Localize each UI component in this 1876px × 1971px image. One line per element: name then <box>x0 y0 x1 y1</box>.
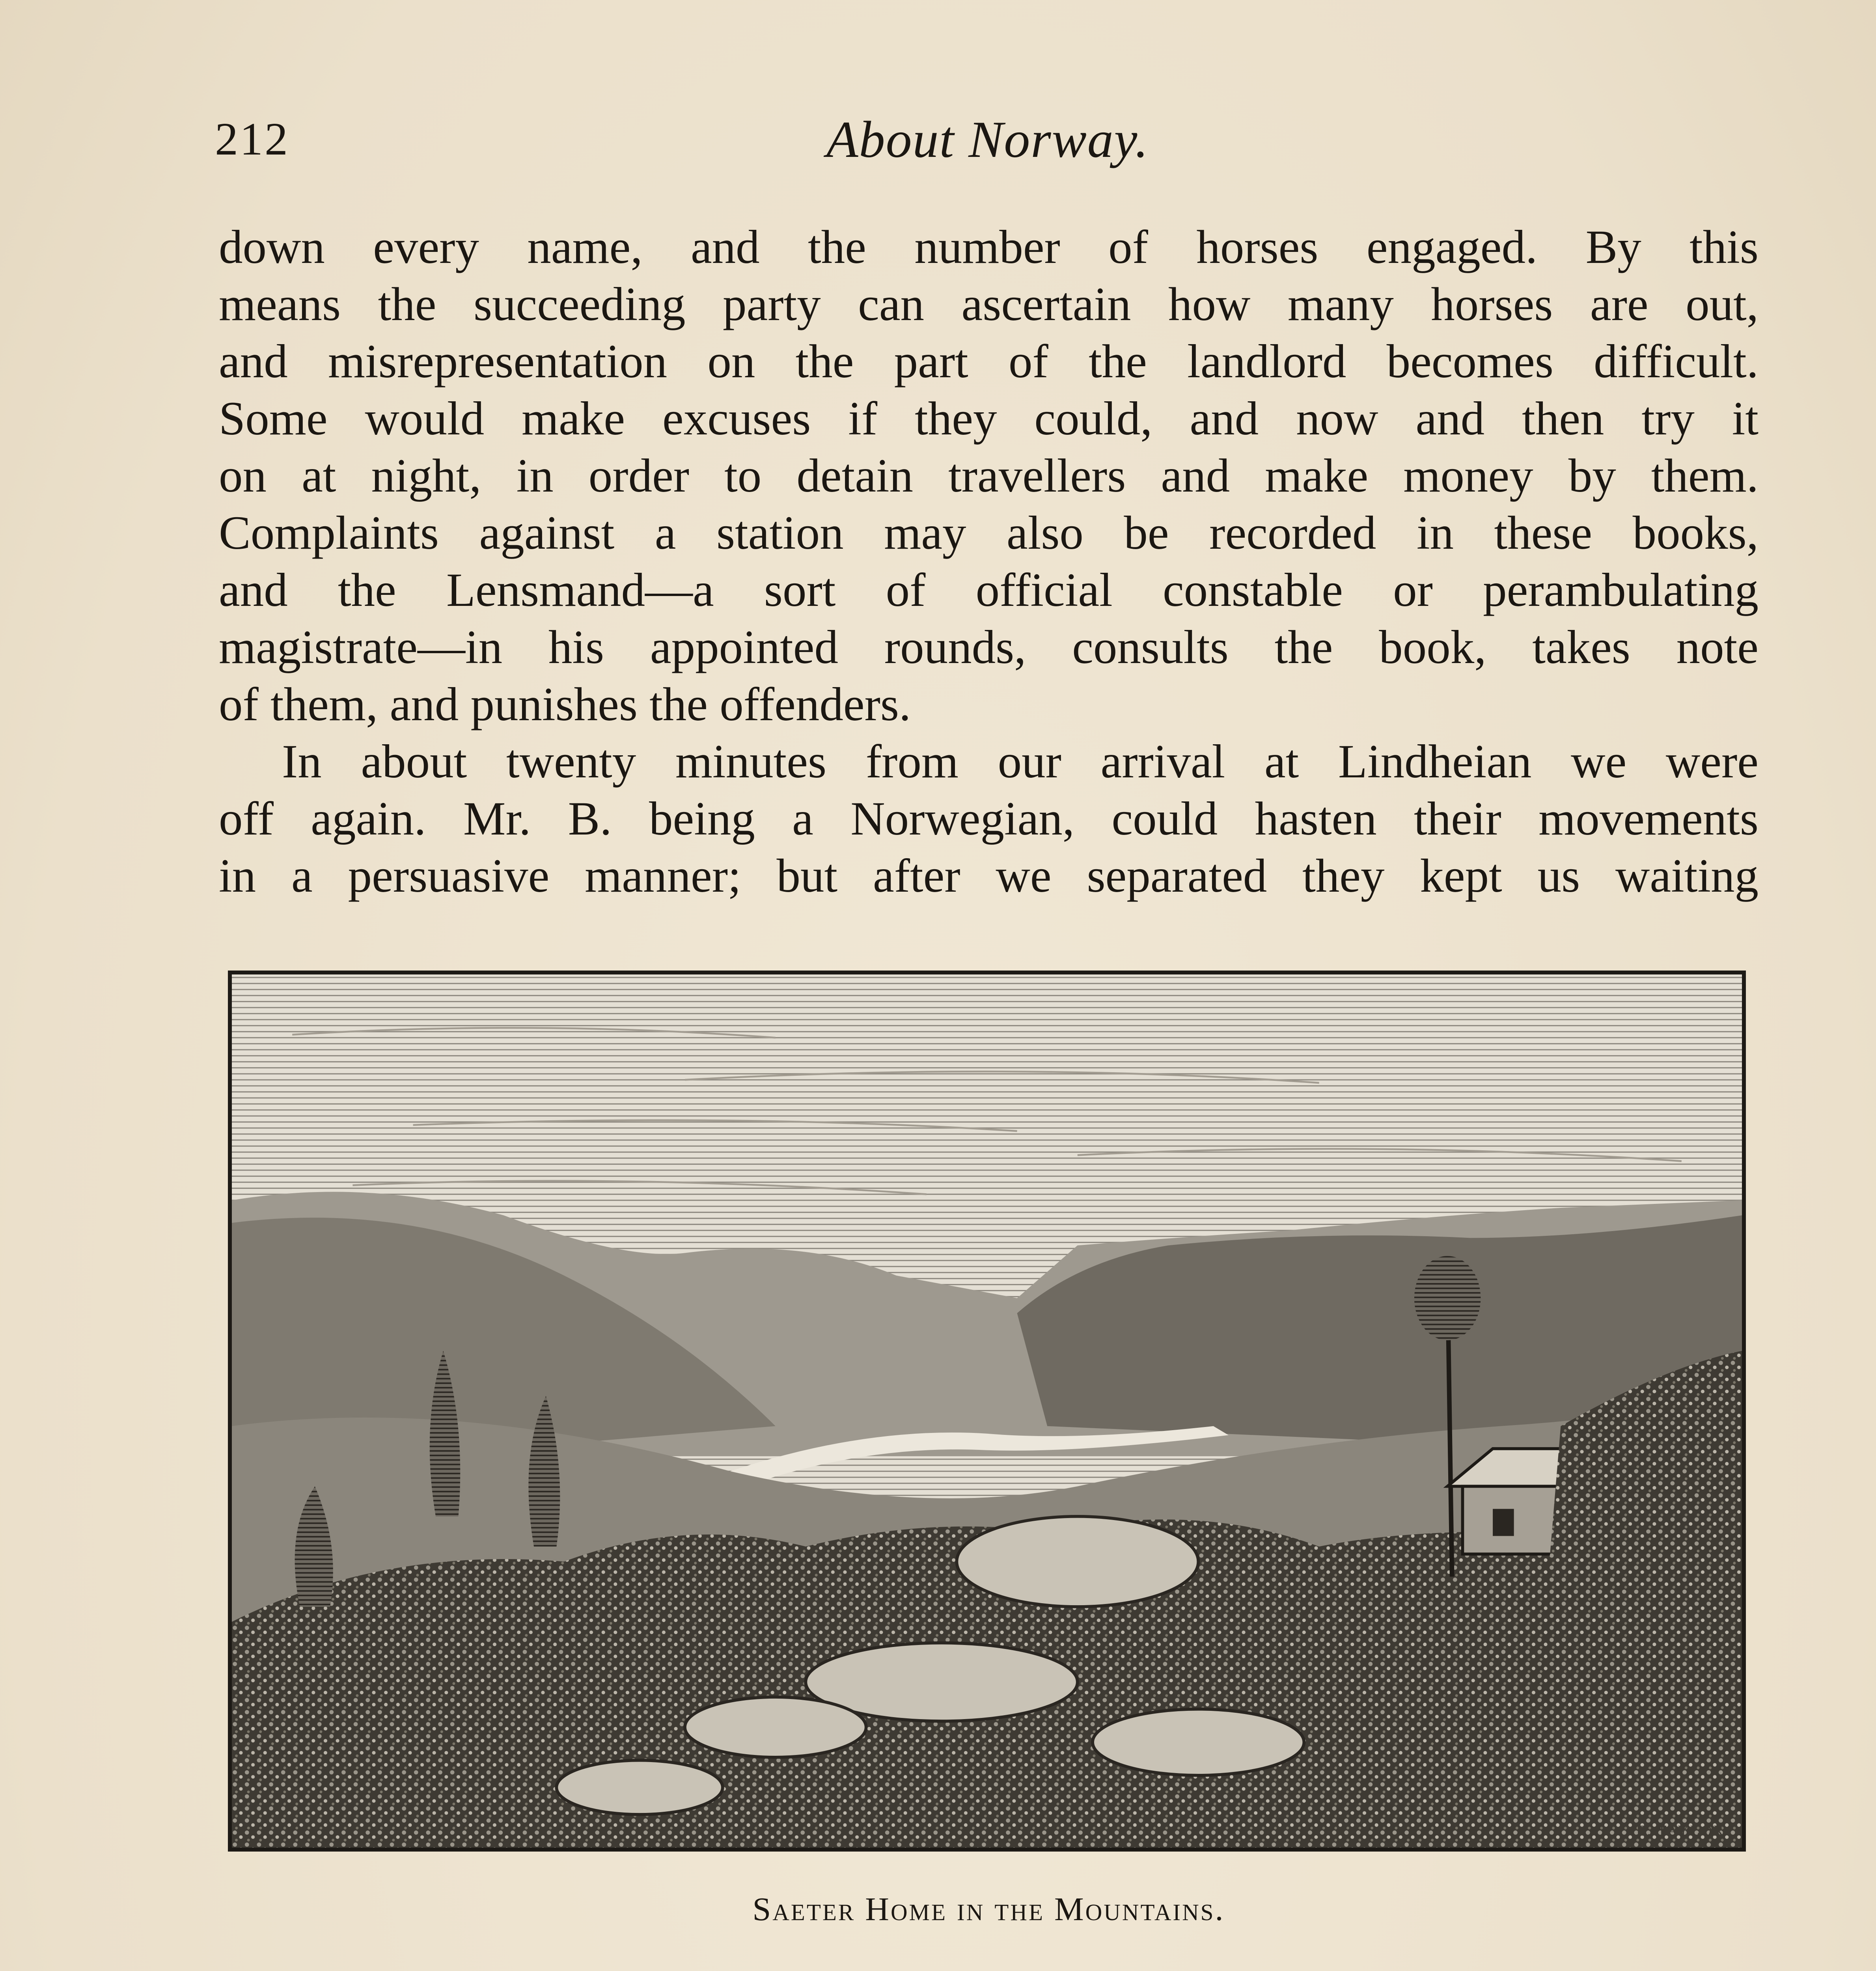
text-line: means the succeeding party can ascertain how many horses are out, <box>219 278 1759 331</box>
page-header <box>215 112 1760 171</box>
mountain-valley-engraving <box>232 974 1742 1848</box>
text-line: Some would make excuses if they could, and now and then try it <box>219 392 1759 445</box>
text-block-upper <box>219 219 1759 905</box>
text-line: In about twenty minutes from our arrival at Lindheian we were <box>282 735 1759 788</box>
engraver-signature: E. TAYLOR <box>1636 1822 1725 1839</box>
text-line: down every name, and the number of horses engaged. By this <box>219 221 1759 274</box>
text-line: off again. Mr. B. being a Norwegian, could hasten their movements <box>219 792 1759 845</box>
engraving-illustration <box>228 971 1746 1852</box>
text-line: and the Lensmand—a sort of official constable or perambulating <box>219 564 1759 617</box>
text-line: magistrate—in his appointed rounds, consults the book, takes note <box>219 621 1759 674</box>
text-line: of them, and punishes the offenders. <box>219 678 911 731</box>
figure-caption: Saeter Home in the Mountains. <box>752 1891 1225 1928</box>
text-line: Complaints against a station may also be recorded in these books, <box>219 507 1759 559</box>
text-line: on at night, in order to detain travellers and make money by them. <box>219 449 1759 502</box>
page-number: 212 <box>215 113 289 165</box>
text-line: in a persuasive manner; but after we separated they kept us waiting <box>219 850 1759 902</box>
text-line: and misrepresentation on the part of the landlord becomes difficult. <box>219 335 1759 388</box>
running-title: About Norway. <box>826 110 1149 168</box>
